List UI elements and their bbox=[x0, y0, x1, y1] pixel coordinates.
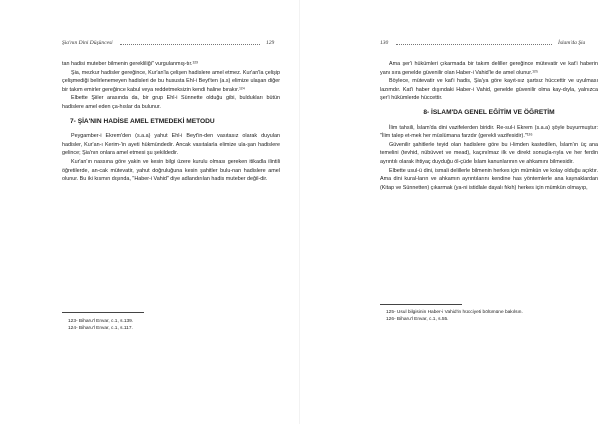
section-title: 8- İSLAM'DA GENEL EĞİTİM VE ÖĞRETİM bbox=[423, 108, 555, 116]
left-footnotes bbox=[62, 318, 280, 333]
paragraph: İlim tahsili, İslam'da dini vazifelerden biridir. Re-sul-i Ekrem (s.a.a) şöyle buyurmuştur: "İlim talep et-mek her müslümana farzdır (gerekli vazifesidir)."¹²⁶ bbox=[380, 124, 598, 140]
paragraph: Peygamber-i Ekrem'den (s.a.a) yahut Ehl-i Beyt'in-den vasıtasız olarak duyulan hadisler, Kur'an-ı Kerim-'in ayeti hükmündedir. Ancak vasıtalarla elimize ula-şan hadislere gelince; Şia'nın onlara amel etmesi şu şekildedir. bbox=[62, 133, 280, 157]
paragraph: Elbette Şiiler arasında da, bir grup Ehl-i Sünnette olduğu gibi, buldukları bütün hadislere amel eden ça-hıslar da bulunur. bbox=[62, 95, 280, 110]
footnote: 126- Biharu'l Envar, c.1, s.55. bbox=[386, 317, 449, 323]
right-footnotes bbox=[380, 309, 598, 324]
left-head-rule bbox=[120, 44, 260, 45]
paragraph: Böylece, mütevatir ve kat'i hadis, Şia'ya göre kayıt-sız şartsız hüccettir ve uyulması lazımdır. Kat'i haber dışındaki Haber-i Vahid, genelde güvenilir olma kay-dıyla, yalnızca şer'i hükümlerde hüccettir. bbox=[380, 78, 598, 102]
paragraph: tan hadisi muteber bilmenin gerekliliği" vurgulanmış-tır.¹²³ bbox=[62, 61, 198, 67]
left-page-body bbox=[62, 60, 280, 184]
right-head-rule bbox=[396, 44, 552, 45]
right-head-title: İslam'da Şia bbox=[558, 40, 586, 46]
right-running-head bbox=[380, 40, 598, 50]
left-page-number: 129 bbox=[266, 40, 275, 46]
footnote: 125- Usul bilgisinin Haber-i Vahid'in hücciyeti bölümüne bakılsın. bbox=[386, 310, 523, 315]
right-footnote-rule bbox=[380, 304, 462, 305]
right-page-body bbox=[380, 60, 598, 192]
left-footnote-rule bbox=[62, 312, 144, 313]
left-running-head bbox=[62, 40, 280, 50]
left-head-title: Şia'nın Dini Düşüncesi bbox=[62, 40, 113, 46]
paragraph: Elbette usul-ü dini, ismali delillerle bilmenin herkes için mümkün ve kolay olduğu açıktır. Ama dini kural-ların ve ahkamın ayrıntılarını kendine has yöntemlerle ana kaynaklardan (Kitap ve Sünnetten) çıkarmak (ya-ni istidlale dayalı fıkıh) herkes için mümkün olmayıp, bbox=[380, 167, 598, 191]
footnote: 124- Biharu'l Envar, c.1, s.117. bbox=[68, 326, 133, 332]
paragraph: Ama şer'i hükümleri çıkarmada bir takım deliller gereğince mütevatir ve kat'i haberin yanı sıra genelde güvenilir olan Haber-i Vahid'le de amel olunur.¹²⁵ bbox=[380, 61, 598, 76]
footnote: 123- Biharu'l Envar, c.1, s.139. bbox=[68, 319, 134, 324]
paragraph: Güvenilir şahitlerle teyid olan hadislere göre bu i-limden kastedilen, İslam'ın üç ana temelini (tevhid, nübüvvet ve mead), kaçınılmaz ilk ve direkt sonuçla-rıyla ve her ferdin ayrıntılı olarak ihtiyaç duyduğu öl-çüde İslam kanunlarının ve ahkamını bilmesidir. bbox=[380, 141, 598, 165]
book-gutter bbox=[299, 0, 300, 424]
paragraph: Kur'an'ın nassına göre yakin ve kesin bilgi üzere kurulu olması gereken itikadla ilintili öğretilerde, an-cak mütevatir, yahut doğruluğuna kesin şahitler bulu-nan hadislere amel olunur. Bu iki kısmın dışında, "Haber-i Vahid" diye adlandırılan hadis muteber değil-dir. bbox=[62, 158, 280, 183]
paragraph: Şia, mezkur hadisler gereğince, Kur'an'la çelişen hadislere amel etmez. Kur'an'la çelişip çelişmediği belirlenemeyen hadisleri de bu hususta Ehl-i Beyt'ten (a.s) elimize ulaşan diğer bir takım emirler gereğince kabul veya reddetmeksizin kendi haline bırakır.¹²⁴ bbox=[62, 69, 280, 93]
section-title: 7- ŞİA'NIN HADİSE AMEL ETMEDEKİ METODU bbox=[70, 117, 215, 125]
right-page-number: 130 bbox=[380, 40, 389, 46]
